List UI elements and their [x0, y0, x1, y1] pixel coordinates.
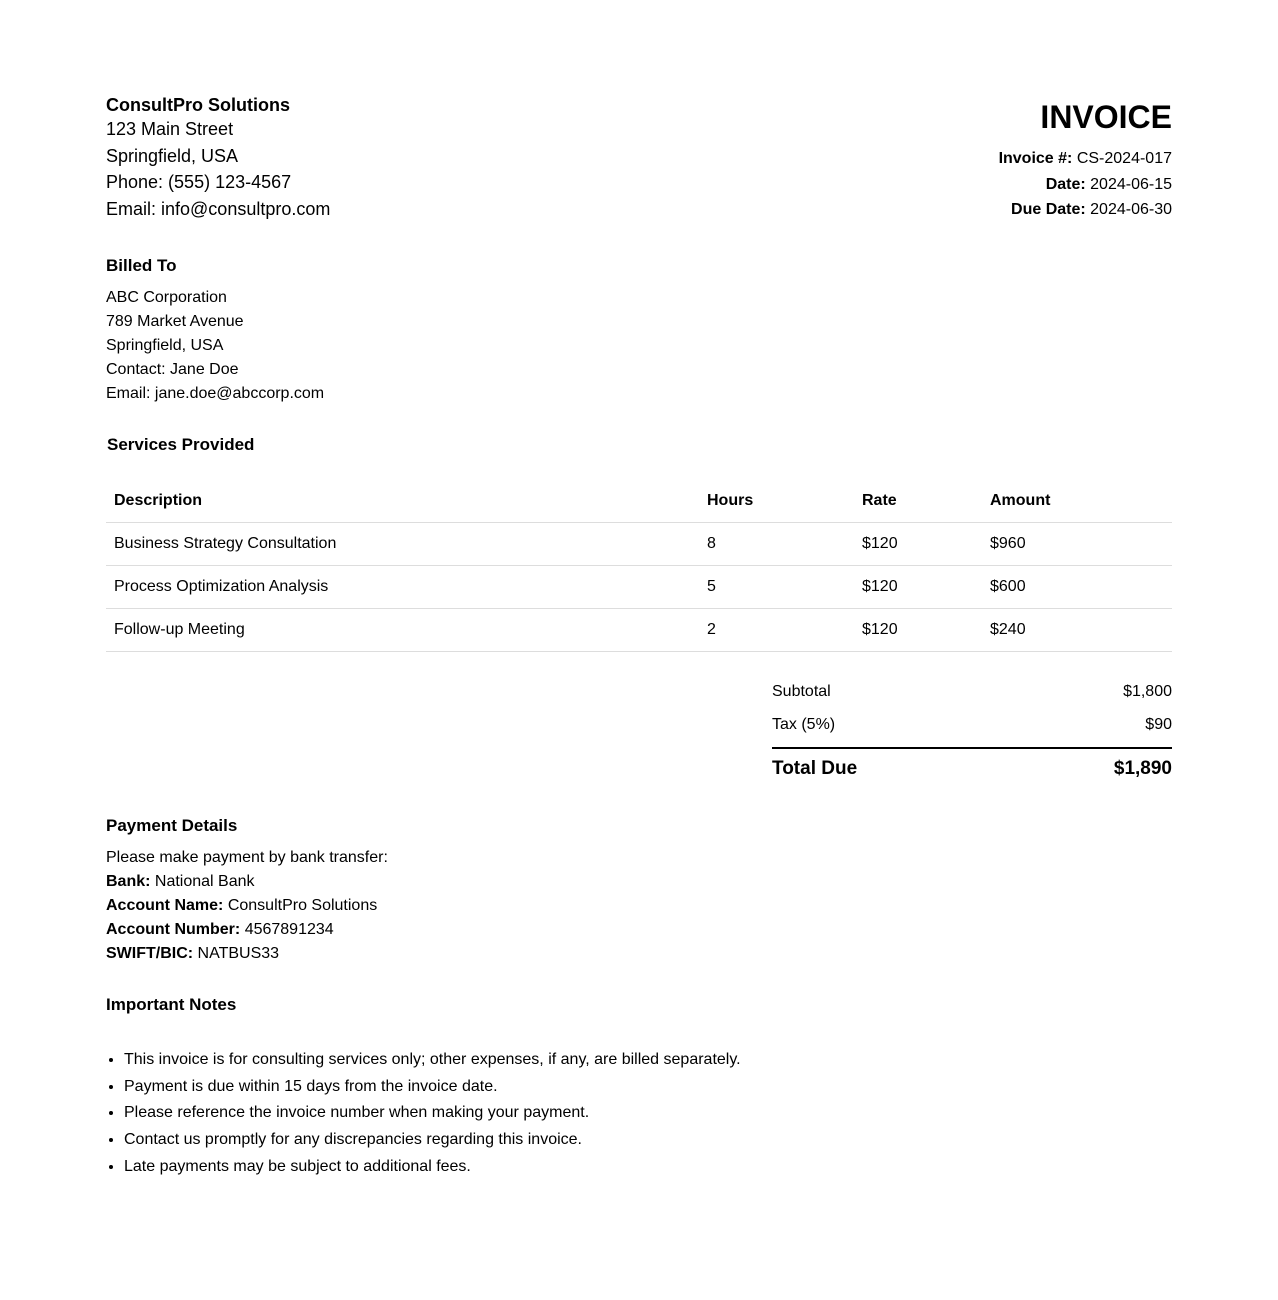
client-contact: Contact: Jane Doe — [106, 361, 239, 378]
service-rate: $120 — [854, 523, 982, 566]
billed-to-heading: Billed To — [106, 256, 177, 275]
total-due-row — [772, 747, 1172, 781]
payment-account-name — [106, 894, 388, 918]
column-header-description: Description — [106, 479, 699, 523]
list-item: • Please reference the invoice number when making your payment. — [124, 1100, 741, 1127]
invoice-date-value: 2024-06-15 — [1090, 175, 1172, 193]
list-item: • Late payments may be subject to additional fees. — [124, 1154, 741, 1181]
tax-value: $90 — [1145, 716, 1172, 733]
swift-label: SWIFT/BIC: — [106, 945, 194, 962]
table-row — [106, 566, 1172, 609]
subtotal-label: Subtotal — [772, 683, 831, 700]
service-rate: $120 — [854, 566, 982, 609]
list-item: • Contact us promptly for any discrepancies regarding this invoice. — [124, 1127, 741, 1154]
services-table — [106, 479, 1172, 652]
tax-row — [772, 713, 1172, 746]
service-hours: 8 — [699, 523, 854, 566]
invoice-number-value: CS-2024-017 — [1076, 150, 1172, 167]
total-due-value: $1,890 — [1113, 758, 1172, 779]
payment-details — [106, 846, 388, 966]
column-header-amount: Amount — [982, 479, 1172, 523]
subtotal-value: $1,800 — [1123, 683, 1172, 700]
account-number-label: Account Number: — [106, 921, 241, 938]
payment-account-number — [106, 918, 388, 942]
service-description: Follow-up Meeting — [106, 609, 699, 652]
list-item: • Payment is due within 15 days from the invoice date. — [124, 1074, 741, 1101]
invoice-header — [999, 98, 1172, 223]
bank-value: National Bank — [154, 873, 255, 890]
table-row — [106, 523, 1172, 566]
service-rate: $120 — [854, 609, 982, 652]
service-description: Process Optimization Analysis — [106, 566, 699, 609]
tax-label: Tax (5%) — [772, 716, 836, 733]
invoice-due-date — [999, 197, 1172, 223]
invoice-date-label: Date: — [1045, 175, 1086, 193]
notes-list — [106, 1047, 741, 1181]
services-heading: Services Provided — [107, 435, 255, 454]
company-name: ConsultPro Solutions — [106, 95, 290, 115]
bank-label: Bank: — [106, 873, 151, 890]
column-header-hours: Hours — [699, 479, 854, 523]
payment-heading: Payment Details — [106, 816, 238, 835]
company-phone: Phone: (555) 123-4567 — [106, 172, 292, 192]
invoice-due-date-value: 2024-06-30 — [1090, 201, 1172, 218]
service-hours: 2 — [699, 609, 854, 652]
account-name-value: ConsultPro Solutions — [227, 897, 378, 914]
service-amount: $240 — [982, 609, 1172, 652]
service-amount: $600 — [982, 566, 1172, 609]
billed-to-details — [106, 286, 324, 406]
subtotal-row — [772, 680, 1172, 713]
list-item: • This invoice is for consulting services only; other expenses, if any, are billed separately. — [124, 1047, 741, 1074]
service-amount: $960 — [982, 523, 1172, 566]
company-address-line-1: 123 Main Street — [106, 119, 234, 139]
company-info — [106, 94, 330, 222]
company-address-line-2: Springfield, USA — [106, 145, 239, 166]
services-header-row — [106, 479, 1172, 523]
client-address-line-2: Springfield, USA — [106, 337, 224, 354]
payment-swift — [106, 942, 388, 966]
client-address-line-1: 789 Market Avenue — [106, 313, 244, 330]
account-number-value: 4567891234 — [244, 921, 334, 938]
totals-summary — [772, 680, 1172, 781]
column-header-rate: Rate — [854, 479, 982, 523]
payment-intro: Please make payment by bank transfer: — [106, 849, 388, 866]
invoice-number — [999, 146, 1172, 172]
client-name: ABC Corporation — [106, 289, 227, 306]
notes-heading: Important Notes — [106, 995, 237, 1014]
payment-bank — [106, 870, 388, 894]
swift-value: NATBUS33 — [197, 945, 280, 962]
table-row — [106, 609, 1172, 652]
total-due-label: Total Due — [772, 758, 858, 779]
invoice-title: INVOICE — [1040, 99, 1172, 135]
client-email: Email: jane.doe@abccorp.com — [106, 385, 325, 402]
invoice-number-label: Invoice #: — [998, 150, 1073, 167]
service-description: Business Strategy Consultation — [106, 523, 699, 566]
service-hours: 5 — [699, 566, 854, 609]
invoice-due-date-label: Due Date: — [1011, 201, 1086, 218]
account-name-label: Account Name: — [106, 897, 224, 914]
company-email: Email: info@consultpro.com — [106, 198, 331, 219]
invoice-date — [999, 172, 1172, 198]
